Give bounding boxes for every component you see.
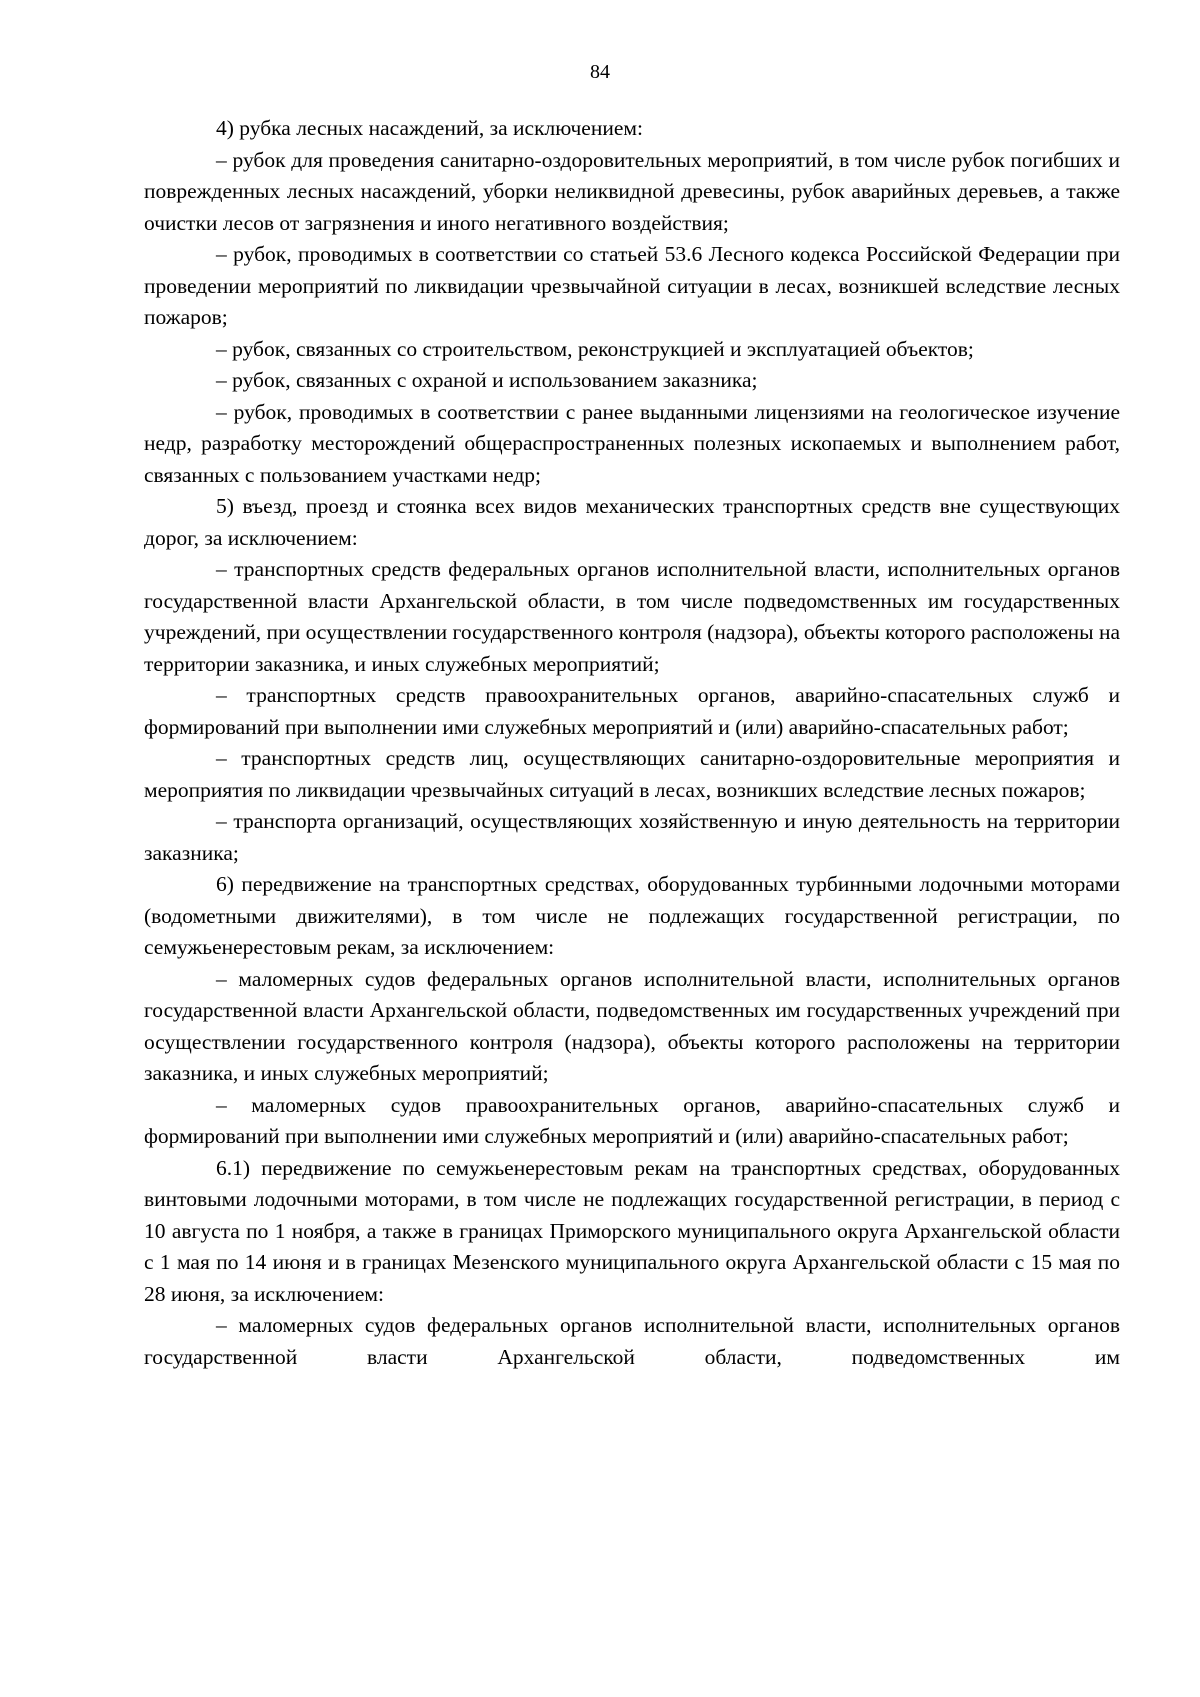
- paragraph-construction-cutting: – рубок, связанных со строительством, реконструкцией и эксплуатацией объектов;: [216, 336, 974, 361]
- paragraph-organization-transport: – транспорта организаций, осуществляющих хозяйственную и иную деятельность на территории заказника;: [144, 809, 1120, 865]
- paragraph-law-enforcement-boats: – маломерных судов правоохранительных органов, аварийно-спасательных служб и формирований при выполнении ими служебных мероприятий и (или) аварийно-спасательных работ;: [144, 1092, 1120, 1148]
- paragraph-article-53-6: – рубок, проводимых в соответствии со статьей 53.6 Лесного кодекса Российской Федерации при проведении мероприятий по ликвидации чрезвычайной ситуации в лесах, возникшей вследствие лесных пожаров;: [144, 242, 1120, 329]
- document-body: [144, 113, 1120, 1373]
- paragraph-sanitary-vehicles: – транспортных средств лиц, осуществляющих санитарно-оздоровительные мероприятия и мероприятия по ликвидации чрезвычайных ситуаций в лесах, возникших вследствие лесных пожаров;: [144, 746, 1120, 802]
- paragraph-item-4: 4) рубка лесных насаждений, за исключением:: [216, 116, 643, 140]
- paragraph-federal-boats: – маломерных судов федеральных органов исполнительной власти, исполнительных органов государственной власти Архангельской области, подведомственных им государственных учреждений при осуществлении государственного контроля (надзора), объекты которого расположены на территории заказника, и иных служебных мероприятий;: [144, 966, 1120, 1085]
- paragraph-federal-boats-continued: – маломерных судов федеральных органов исполнительной власти, исполнительных органов государственной власти Архангельской области, подведомственных им: [144, 1313, 1120, 1369]
- paragraph-item-5: 5) въезд, проезд и стоянка всех видов механических транспортных средств вне существующих дорог, за исключением:: [144, 494, 1120, 550]
- paragraph-geological-licenses: – рубок, проводимых в соответствии с ранее выданными лицензиями на геологическое изучение недр, разработку месторождений общераспространенных полезных ископаемых и выполнением работ, связанных с пользованием участками недр;: [144, 399, 1120, 487]
- paragraph-reserve-protection-cutting: – рубок, связанных с охраной и использованием заказника;: [216, 368, 758, 392]
- paragraph-item-6-1: 6.1) передвижение по семужьенерестовым рекам на транспортных средствах, оборудованных винтовыми лодочными моторами, в том числе не подлежащих государственной регистрации, в период с 10 августа по 1 ноября, а также в границах Приморского муниципального округа Архангельской области с 1 мая по 14 июня и в границах Мезенского муниципального округа Архангельской области с 15 мая по 28 июня, за исключением:: [144, 1155, 1120, 1306]
- page-number: 84: [590, 61, 610, 83]
- paragraph-sanitary-cutting: – рубок для проведения санитарно-оздоровительных мероприятий, в том числе рубок погибших и поврежденных лесных насаждений, уборки неликвидной древесины, рубок аварийных деревьев, а также очистки лесов от загрязнения и иного негативного воздействия;: [144, 147, 1120, 235]
- paragraph-law-enforcement-vehicles: – транспортных средств правоохранительных органов, аварийно-спасательных служб и формирований при выполнении ими служебных мероприятий и (или) аварийно-спасательных работ;: [144, 683, 1120, 739]
- paragraph-item-6: 6) передвижение на транспортных средствах, оборудованных турбинными лодочными моторами (водометными движителями), в том числе не подлежащих государственной регистрации, по семужьенерестовым рекам, за исключением:: [144, 872, 1120, 959]
- paragraph-federal-vehicles: – транспортных средств федеральных органов исполнительной власти, исполнительных органов государственной власти Архангельской области, в том числе подведомственных им государственных учреждений, при осуществлении государственного контроля (надзора), объекты которого расположены на территории заказника, и иных служебных мероприятий;: [144, 557, 1120, 676]
